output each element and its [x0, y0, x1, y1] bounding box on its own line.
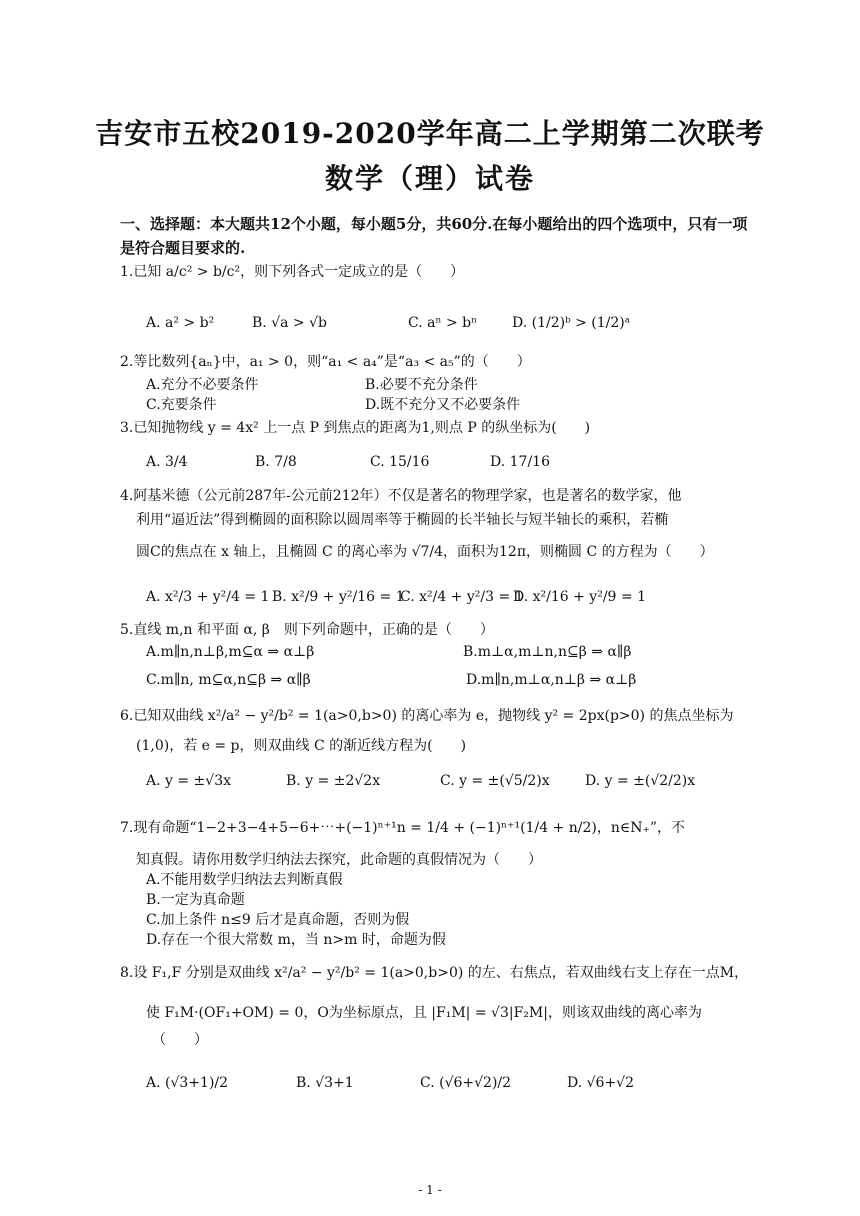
question-2-stem: 2.等比数列{aₙ}中，a₁ > 0，则“a₁ < a₄”是“a₃ < a₅”的（ ） [120, 354, 531, 370]
question-4-stem-line3: 圆C的焦点在 x 轴上，且椭圆 C 的离心率为 √7/4，面积为12π，则椭圆 C 的方程为（ ） [136, 544, 714, 560]
q4-option-a: A. x²/3 + y²/4 = 1 [146, 589, 270, 605]
question-3-stem: 3.已知抛物线 y = 4x² 上一点 P 到焦点的距离为1,则点 P 的纵坐标为( ) [120, 420, 591, 436]
q4-option-b: B. x²/9 + y²/16 = 1 [272, 589, 405, 605]
q2-option-a: A.充分不必要条件 [146, 377, 259, 393]
q7-option-d: D.存在一个很大常数 m，当 n>m 时，命题为假 [146, 932, 446, 948]
q6-option-d: D. y = ±(√2/2)x [585, 773, 696, 789]
q3-option-b: B. 7/8 [255, 454, 297, 470]
q1-option-d: D. (1/2)ᵇ > (1/2)ᵃ [512, 315, 631, 331]
question-5-stem: 5.直线 m,n 和平面 α, β 则下列命题中，正确的是（ ） [120, 622, 494, 638]
q4-option-c: C. x²/4 + y²/3 = 1 [400, 589, 524, 605]
q2-option-d: D.既不充分又不必要条件 [365, 397, 521, 413]
q5-option-d: D.m∥n,m⊥α,n⊥β ⇒ α⊥β [466, 672, 637, 688]
q7-option-a: A.不能用数学归纳法去判断真假 [146, 872, 343, 888]
section-header: 一、选择题：本大题共12个小题，每小题5分，共60分.在每小题给出的四个选项中，只有一项是符合题目要求的. [120, 215, 748, 257]
page-number: - 1 - [418, 1183, 442, 1197]
q1-option-b: B. √a > √b [252, 315, 327, 331]
question-6-stem-line1: 6.已知双曲线 x²/a² − y²/b² = 1(a>0,b>0) 的离心率为 e，抛物线 y² = 2px(p>0) 的焦点坐标为 [120, 708, 734, 724]
question-8-stem-line1: 8.设 F₁,F 分别是双曲线 x²/a² − y²/b² = 1(a>0,b>0) 的左、右焦点，若双曲线右支上存在一点M， [120, 965, 749, 981]
q4-option-d: D. x²/16 + y²/9 = 1 [513, 589, 646, 605]
q1-option-c: C. aⁿ > bⁿ [408, 315, 478, 331]
question-8-stem-line2: 使 F₁M·(OF₁+OM) = 0，O为坐标原点，且 |F₁M| = √3|F₂M|，则该双曲线的离心率为 [146, 1005, 702, 1021]
question-7-stem-line2: 知真假。请你用数学归纳法去探究，此命题的真假情况为（ ） [136, 852, 542, 868]
exam-subtitle: 数学（理）试卷 [324, 162, 535, 195]
q5-option-c: C.m∥n, m⊆α,n⊆β ⇒ α∥β [146, 672, 311, 688]
q3-option-a: A. 3/4 [146, 454, 188, 470]
q6-option-c: C. y = ±(√5/2)x [440, 773, 550, 789]
q6-option-b: B. y = ±2√2x [286, 773, 381, 789]
q7-option-c: C.加上条件 n≤9 后才是真命题，否则为假 [146, 912, 410, 928]
exam-title: 吉安市五校2019-2020学年高二上学期第二次联考 [95, 117, 765, 150]
q5-option-a: A.m∥n,n⊥β,m⊆α ⇒ α⊥β [146, 644, 315, 660]
question-7-stem-line1: 7.现有命题“1−2+3−4+5−6+⋯+(−1)ⁿ⁺¹n = 1/4 + (−1)ⁿ⁺¹(1/4 + n/2)，n∈N₊”，不 [120, 820, 686, 836]
q8-option-b: B. √3+1 [296, 1075, 354, 1091]
q3-option-d: D. 17/16 [490, 454, 550, 470]
question-1-stem: 1.已知 a/c² > b/c²，则下列各式一定成立的是（ ） [120, 264, 465, 280]
question-6-stem-line2: (1,0)，若 e = p，则双曲线 C 的渐近线方程为( ) [136, 738, 467, 754]
q2-option-c: C.充要条件 [146, 397, 217, 413]
q3-option-c: C. 15/16 [370, 454, 430, 470]
q2-option-b: B.必要不充分条件 [365, 377, 478, 393]
q5-option-b: B.m⊥α,m⊥n,n⊆β ⇒ α∥β [463, 644, 632, 660]
question-4-stem-line2: 利用“逼近法”得到椭圆的面积除以圆周率等于椭圆的长半轴长与短半轴长的乘积，若椭 [136, 512, 669, 528]
q1-option-a: A. a² > b² [146, 315, 215, 331]
q6-option-a: A. y = ±√3x [146, 773, 232, 789]
q8-option-d: D. √6+√2 [567, 1075, 635, 1091]
question-4-stem-line1: 4.阿基米德（公元前287年-公元前212年）不仅是著名的物理学家，也是著名的数学家，他 [120, 488, 682, 504]
q7-option-b: B.一定为真命题 [146, 892, 245, 908]
q8-option-c: C. (√6+√2)/2 [420, 1075, 512, 1091]
q8-option-a: A. (√3+1)/2 [146, 1075, 229, 1091]
question-8-stem-line3: （ ） [152, 1032, 208, 1048]
